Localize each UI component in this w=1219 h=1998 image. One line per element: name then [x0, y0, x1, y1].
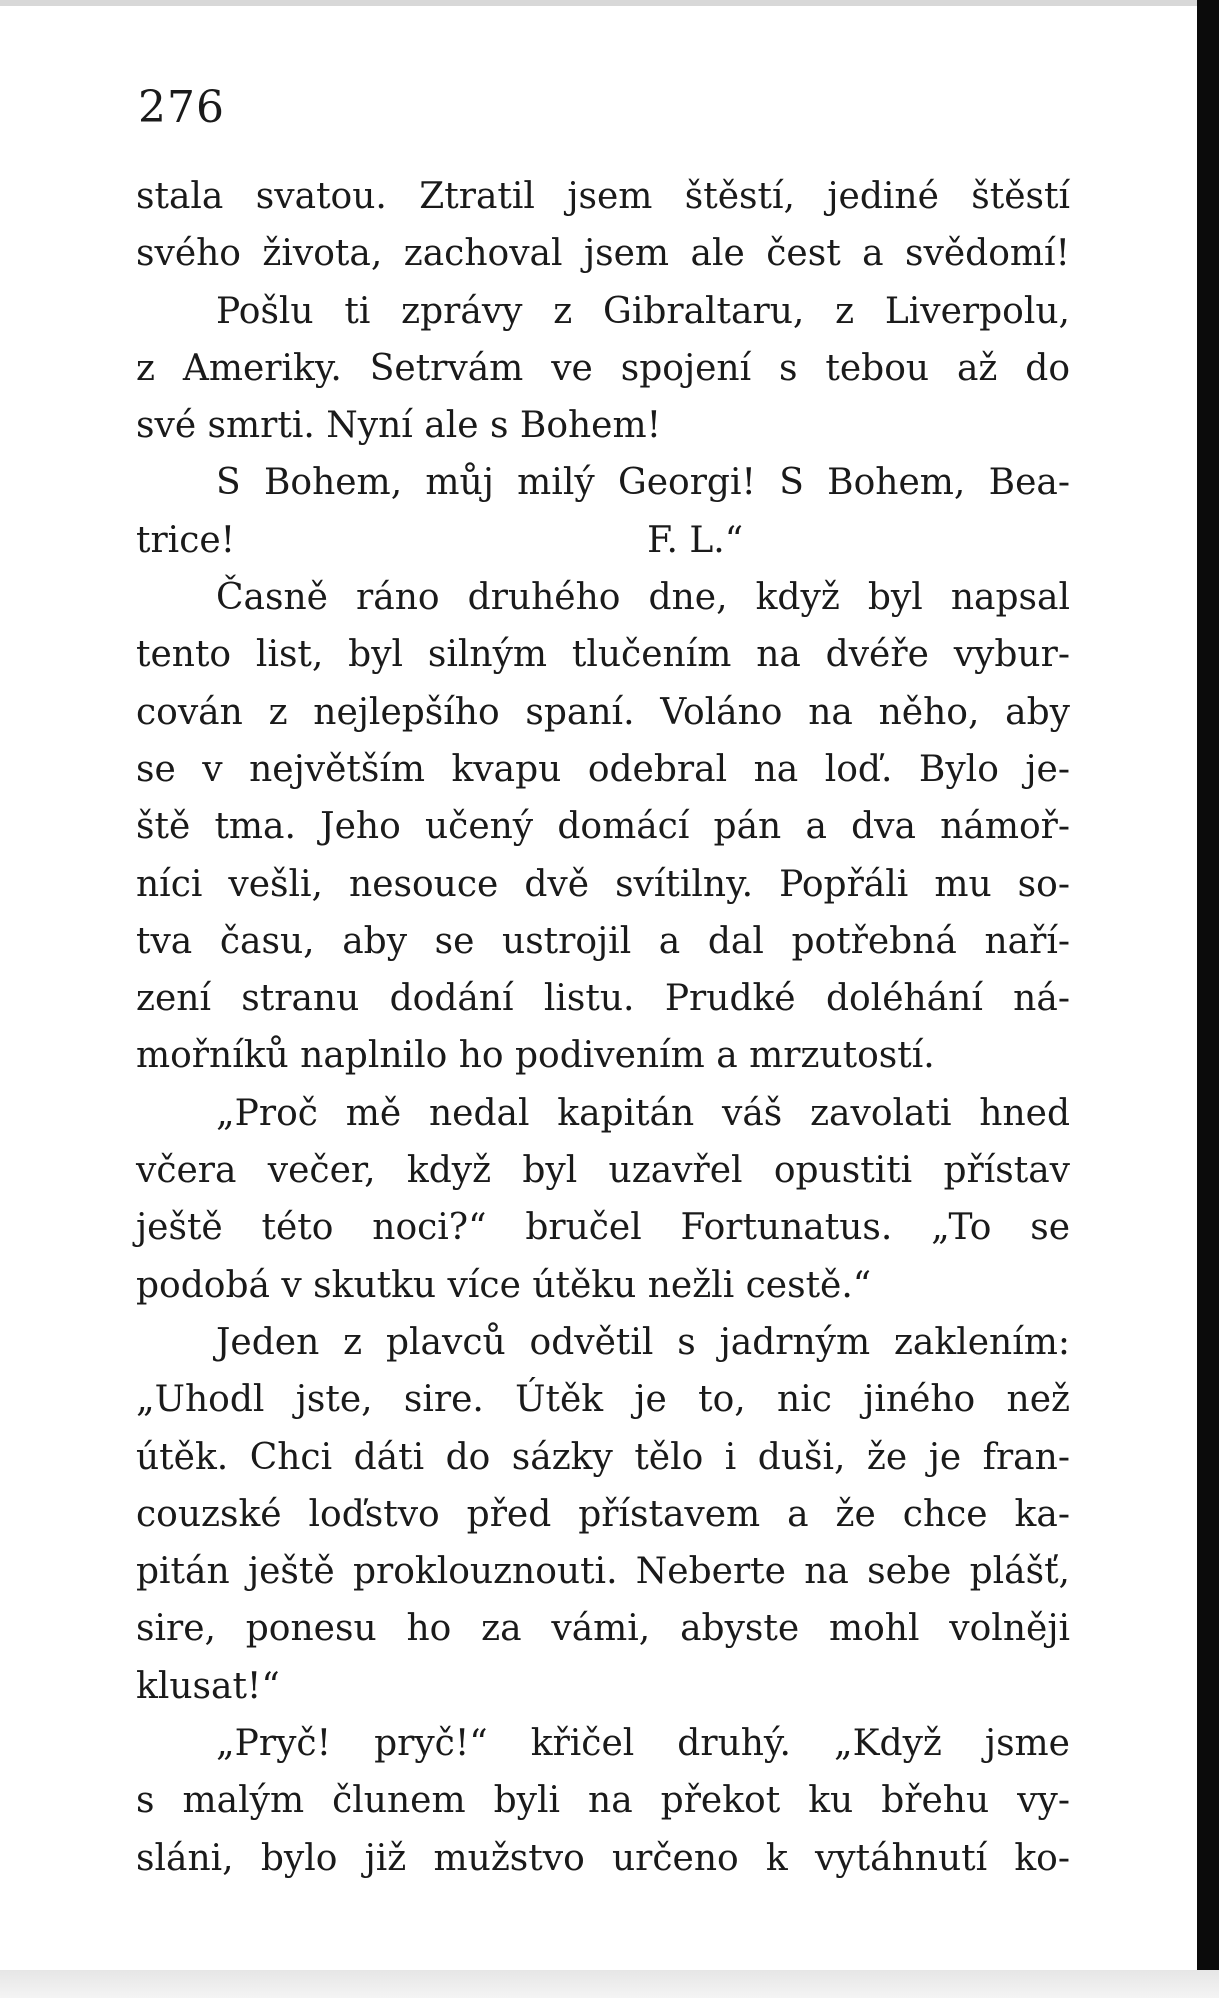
text-line: ještě této noci?“ bručel Fortunatus. „To se — [136, 1207, 1070, 1249]
text-line: sire, ponesu ho za vámi, abyste mohl volněji — [136, 1608, 1070, 1650]
body-text — [136, 168, 1070, 1887]
text-line: Jeden z plavců odvětil s jadrným zaklením: — [216, 1321, 1070, 1363]
text-line: ště tma. Jeho učený domácí pán a dva námoř- — [136, 806, 1070, 848]
text-line: se v největším kvapu odebral na loď. Bylo je- — [136, 748, 1070, 790]
text-line: zení stranu dodání listu. Prudké doléhání ná- — [136, 978, 1070, 1020]
book-page — [136, 80, 1070, 1887]
text-line: cován z nejlepšího spaní. Voláno na něho, aby — [136, 691, 1070, 733]
text-line: „Proč mě nedal kapitán váš zavolati hned — [216, 1092, 1070, 1134]
text-line: podobá v skutku více útěku nežli cestě.“ — [136, 1264, 872, 1306]
scan-top-edge — [0, 0, 1219, 6]
text-line: včera večer, když byl uzavřel opustiti přístav — [136, 1150, 1070, 1192]
text-line: tento list, byl silným tlučením na dvéře vybur- — [136, 634, 1070, 676]
page-number: 276 — [138, 82, 225, 133]
text-line: klusat!“ — [136, 1665, 280, 1707]
text-line: z Ameriky. Setrvám ve spojení s tebou až do — [136, 347, 1070, 389]
text-line: Pošlu ti zprávy z Gibraltaru, z Liverpolu, — [216, 290, 1070, 332]
text-line: „Uhodl jste, sire. Útěk je to, nic jiného než — [136, 1379, 1070, 1421]
text-line: mořníků naplnilo ho podivením a mrzutostí. — [136, 1035, 935, 1077]
text-line: níci vešli, nesouce dvě svítilny. Popřáli mu so- — [136, 863, 1070, 905]
scan-right-border — [1197, 0, 1219, 1998]
text-line: pitán ještě proklouznouti. Neberte na sebe plášť, — [136, 1551, 1070, 1593]
text-line: svého života, zachoval jsem ale čest a svědomí! — [136, 233, 1070, 275]
text-line: S Bohem, můj milý Georgi! S Bohem, Bea- — [216, 462, 1070, 504]
text-line: Časně ráno druhého dne, když byl napsal — [216, 577, 1070, 619]
text-line: trice! F. L.“ — [136, 519, 744, 561]
text-line: své smrti. Nyní ale s Bohem! — [136, 405, 662, 447]
text-line: couzské loďstvo před přístavem a že chce ka- — [136, 1493, 1070, 1535]
text-line: sláni, bylo již mužstvo určeno k vytáhnutí ko- — [136, 1837, 1070, 1879]
text-line: tva času, aby se ustrojil a dal potřebná naří- — [136, 920, 1070, 962]
scan-bottom-edge — [0, 1970, 1219, 1998]
text-line: útěk. Chci dáti do sázky tělo i duši, že je fran- — [136, 1436, 1070, 1478]
text-line: s malým člunem byli na překot ku břehu vy- — [136, 1780, 1070, 1822]
text-line: stala svatou. Ztratil jsem štěstí, jediné štěstí — [136, 176, 1070, 217]
text-line: „Pryč! pryč!“ křičel druhý. „Když jsme — [216, 1723, 1070, 1765]
